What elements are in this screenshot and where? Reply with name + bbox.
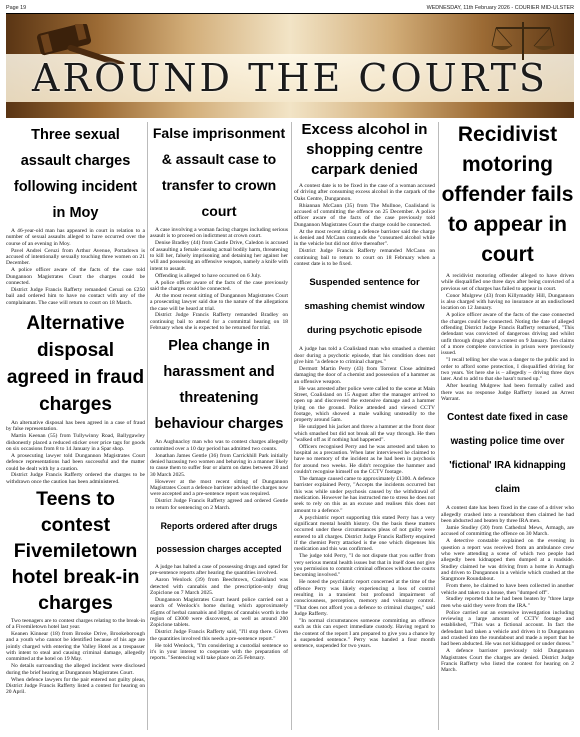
headline: False imprisonment & assault case to transfer to crown court [152, 125, 286, 219]
story-chemist-window [294, 271, 435, 650]
story-false-imprisonment [150, 120, 288, 331]
headline: Three sexual assault charges following incident in Moy [13, 127, 138, 221]
story-body [294, 346, 435, 650]
headline: Recidivist motoring offender fails to appear in court [441, 123, 574, 266]
paragraph: A police officer aware of the facts of the case connected the charges could be connected. Noting the date of alleged offending District Judge Francis Rafferty remarked, "This defendant was convicted of dangerous driving and whilst unfit through drugs after a contest on 9 January. Ten claims of a more complete conviction in prison were previously issued. [441, 312, 574, 357]
paragraph: After hearing Mulgrew had been formally called and there was no response Judge Rafferty issued an Arrest Warrant. [441, 383, 574, 402]
paragraph: When defence lawyers for the pair entered not guilty pleas, District Judge Francis Rafferty listed a contest for hearing on 20 April. [6, 676, 145, 696]
story-excess-alcohol-carpark [294, 120, 435, 267]
paragraph: District Judge Francis Rafferty remanded Ceruzi on £250 bail and ordered him to have no contact with any of the complainants. The case will return to court on 18 March. [6, 286, 145, 306]
paragraph: A contest date is to be fixed in the case of a woman accused of driving after consuming excess alcohol in the carpark of the Oaks Centre, Dungannon. [294, 183, 435, 202]
story-body [294, 183, 435, 267]
paragraph: He was arrested after police were called to the scene at Main Street, Coalisland on 15 August after the manager arrived to open up and discovered the extensive damage and a hammer lying on the ground. Police attended and viewed CCTV footage, which showed a male walking unsteadily to the property around 5am. [294, 385, 435, 424]
paragraph: Police carried out an extensive investigation including reviewing a large amount of CCTV footage and established, "This was a fictional account. In fact the defendant had taken a vehicle and driven it to Dungannon and crashed into the roundabout and made a report that he had been abducted. He was not kidnapped or under duress." [441, 609, 574, 648]
paragraph: A 46-year-old man has appeared in court in relation to a number of sexual assaults alleged to have occurred over the course of an evening in Moy. [6, 228, 145, 247]
column-1 [6, 120, 145, 732]
paragraph: Pavel Andrei Ceruzi from Arthur Avenue, Portadown is accused of intentionally sexually touching three women on 21 December. [6, 247, 145, 267]
paragraph: He told Wenlock, "I'm considering a custodial sentence so it's in your interest to cooperate with the preparation of reports. "Sentencing will take place on 25 February. [150, 642, 288, 662]
story-body [150, 227, 288, 331]
page-label: Page 19 [6, 5, 27, 11]
paragraph: From there, he claimed to have been collected in another vehicle and taken to a house, then "dumped off". [441, 583, 574, 596]
headline: Reports ordered after drugs possession charges accepted [156, 521, 282, 555]
headline: Alternative disposal agreed in fraud charges [6, 312, 145, 415]
paragraph: At the most recent sitting of Dungannon Magistrates Court a prosecuting lawyer said due to the nature of the allegations the case will be heard at trial. [150, 292, 288, 312]
story-body [441, 273, 574, 402]
column-2 [150, 120, 288, 732]
paragraph: Officers recognised Perry and he was arrested and taken to hospital as a precaution. When later interviewed he claimed to have no memory of the incident as he had been in psychosis for around two weeks. He didn't recognise the hammer and couldn't recognise himself on the CCTV footage. [294, 443, 435, 476]
paragraph: Jonathan James Gentle (36) from Carrickhill Park initially denied harassing two women and behaving in a manner likely to cause them to suffer fear or alarm on dates between 20 and 30 March 2025. [150, 452, 288, 478]
paragraph: Dermott Martin Perry (43) from Torrent Close admitted damaging the door of a chemist and possession of a hammer as an offensive weapon. [294, 365, 435, 385]
paragraph: Keanen Kinnear (18) from Brooke Drive, Brookeborough and a youth who cannot be identified because of his age are jointly charged with entering the Valley Hotel as a trespasser with intent to steal and causing criminal damage, allegedly committed at the hotel on 19 May. [6, 631, 145, 663]
story-body [6, 420, 145, 485]
column-divider [147, 122, 148, 730]
paragraph: Dungannon Magistrates Court heard police carried out a search of Wenlock's home during which approximately 45gms of herbal cannabis and 30gms of cannabis worth in the region of £3000 were discovered, as well as around 200 Zopiclone tablets. [150, 596, 288, 629]
paragraph: District Judge Francis Rafferty ordered the charges to be withdrawn once the caution has been administered. [6, 472, 145, 485]
banner-title: AROUND THE COURTS [32, 56, 548, 100]
paragraph: However at the most recent sitting of Dungannon Magistrates Court a defence barrister advised the charges now were accepted and a pre-sentence report was required. [150, 478, 288, 498]
masthead-bar [6, 3, 574, 13]
paragraph: District Judge Francis Rafferty remanded Bradley on continuing bail to attend for a committal hearing on 18 February when she is expected to be returned for trial. [150, 312, 288, 332]
paragraph: Studley reported that he had been beaten by "three large men who said they were from the IRA." [441, 596, 574, 609]
paragraph: "In normal circumstances someone committing an offence such as this can expect immediate custody. Having regard to the content of the report I am prepared to give you a chance by a suspended sentence." Perry was handed a four month sentence, suspended for two years. [294, 618, 435, 650]
paragraph: At the most recent sitting a defence barrister said the charge is denied and McCann contends she "consumed alcohol while in the vehicle but did not drive thereafter". [294, 228, 435, 248]
around-the-courts-banner [6, 14, 574, 118]
paragraph: An Aughnacloy man who was to contest charges allegedly committed over a 10 day period has admitted two counts. [150, 439, 288, 452]
paragraph: A defence barrister previously told Dungannon Magistrates Court the charges are denied. District Judge Francis Rafferty who listed the contest for hearing on 2 March. [441, 648, 574, 674]
story-body [441, 505, 574, 674]
headline: Plea change in harassment and threatening behaviour charges [154, 338, 284, 433]
headline: Suspended sentence for smashing chemist window during psychotic episode [304, 277, 425, 337]
paragraph: A recidivist motoring offender alleged to have driven while disqualified one three days after being convicted of a previous set of charges has failed to appear in court. [441, 273, 574, 292]
paragraph: A police officer aware of the facts of the case told Dungannon Magistrates Court the charges could be connected. [6, 267, 145, 286]
paragraph: An alternative disposal has been agreed in a case of fraud by false representation. [6, 419, 145, 433]
paragraph: Rhiannan McCann (35) from The Mullnoe, Coalisland is accused of committing the offence on 25 December. A police officer aware of the facts of the case previously told Dungannon Magistrates Court the charge could be connected. [294, 202, 435, 228]
story-alternative-disposal [6, 310, 145, 485]
paragraph: A judge has halted a case of possessing drugs and opted for pre-sentence reports after hearing the quantities involved. [150, 564, 288, 577]
story-ira-kidnapping-claim [441, 406, 574, 674]
paragraph: A prosecuting lawyer told Dungannon Magistrates Court defence representations had been successful and the matter could be dealt with by a caution. [6, 452, 145, 472]
paragraph: District Judge Francis Rafferty remanded McCann on continuing bail to return to court on 18 February when a contest date is to be fixed. [294, 248, 435, 267]
story-fivemiletown-hotel [6, 486, 145, 696]
story-drugs-possession [150, 515, 288, 662]
story-body [150, 439, 288, 511]
paragraph: No details surrounding the alleged incident were disclosed during the brief hearing at Dungannon Magistrates Court. [6, 663, 145, 676]
headline: Teens to contest Fivemiletown hotel break-in charges [11, 487, 140, 614]
paragraph: A judge has told a Coalisland man who smashed a chemist door during a psychotic episode, that his condition does not give him "a defence to criminal charges." [294, 346, 435, 365]
story-sexual-assault-moy [6, 122, 145, 306]
paragraph: A case involving a woman facing charges including serious assault is to proceed on indictment at crown court. [150, 227, 288, 240]
paragraph: The damage caused came to approximately £1300. A defence barrister explained Perry, "Accepts the incidents occurred but this was while under psychosis caused by the withdrawal of medication. However he has instructed me to stress he does not seek to rely on this as an excuse and realises this does not amount to a defence." [294, 476, 435, 514]
paragraph: Aaron Wenlock (39) from Beechtown, Coalisland was detected with cannabis and the prescription-only drug Zopiclone on 7 March 2025. [150, 577, 288, 596]
paragraph: Offending is alleged to have occurred on 6 July. [155, 272, 262, 279]
date-line: WEDNESDAY, 11th February 2026 - COURIER MID-ULSTER [426, 5, 574, 11]
paragraph: District Judge Francis Rafferty agreed and ordered Gentle to return for sentencing on 2 March. [150, 498, 288, 511]
paragraph: Jamie Studley (30) from Cathedral Mews, Armagh, are accused of committing the offence on 30 March. [441, 524, 574, 538]
paragraph: District Judge Francis Rafferty said, "I'll stop there. Given the quantities involved this needs a pre-sentence report." [150, 629, 288, 642]
headline: Contest date fixed in case wasting police time over 'fictional' IRA kidnapping claim [447, 412, 568, 496]
paragraph: A contest date has been fixed in the case of a driver who allegedly crashed into a roundabout then claimed he had been abducted and beaten by three IRA men. [441, 505, 574, 524]
paragraph: A police officer aware of the facts of the case previously said the charges could be connected. [150, 279, 288, 292]
paragraph: He noted the psychiatric report concerned at the time of the offence Perry was likely experiencing a loss of control resulting in a transient but profound impairment of consciousness, perception, memory and voluntary control. "That does not afford you a defence to criminal charges," said Judge Rafferty. [294, 579, 435, 618]
column-3 [294, 120, 435, 732]
paragraph: A psychiatric report supporting this stated Perry has a very significant mental health history. On the basis these matters occurred under these circumstances pleas of not guilty were entered to all charges. District Judge Francis Rafferty enquired if the chemist Perry attacked is the one which dispenses his medication and this was confirmed. [294, 514, 435, 553]
paragraph: "I recall telling her she was a danger to the public and in order to afford some protection, I disqualified driving for two years. Yet here she is – allegedly – driving three days later. And to add to that she hasn't turned up." [441, 357, 574, 383]
paragraph: The judge told Perry, "I do not dispute that you suffer from very serious mental health issues but that in itself does not give you permission to commit criminal offences without the courts becoming involved." [294, 553, 435, 579]
column-divider [291, 122, 292, 730]
story-recidivist-motoring [441, 120, 574, 402]
paragraph: A detective constable explained on the evening in question a report was received from an ambulance crew who were attending a scene of which two people had allegedly been kidnapped then dumped at a roadside. Studley claimed he was driving from a home in Armagh and driven to Dungannon in a vehicle which crashed at the Stangmore Roundabout. [441, 538, 574, 583]
story-plea-change-harassment [150, 333, 288, 511]
paragraph: Martin Keenan (55) from Tullywinny Road, Ballygawley dishonestly placed a reduced sticker over price tags for goods on six occasions from 8 to 14 January in a Spar shop. [6, 433, 145, 452]
column-divider [438, 122, 439, 730]
paragraph: Denise Bradley (44) from Castle Drive, Caledon is accused of assaulting a female causing actual bodily harm, threatening to kill her, falsely imprisoning and detaining her against her will and possessing an offensive weapon, namely a knife with intent to assault. [150, 240, 288, 272]
story-body [150, 564, 288, 662]
headline: Excess alcohol in shopping centre carpark denied [301, 121, 428, 178]
paragraph: Two teenagers are to contest charges relating to the break-in of a Fivemiletown hotel last year. [6, 617, 145, 631]
paragraph: He unzipped his jacket and threw a hammer at the front door which smashed but did not break all the way through. He then "walked off as if nothing had happened". [294, 424, 435, 443]
story-body [6, 228, 145, 306]
column-4 [441, 120, 574, 732]
paragraph: Conor Mulgrew (43) from Killymaddy Hill, Dungannon is also charged with having no insurance at an undisclosed location on 12 January. [441, 292, 574, 312]
story-body [6, 618, 145, 696]
